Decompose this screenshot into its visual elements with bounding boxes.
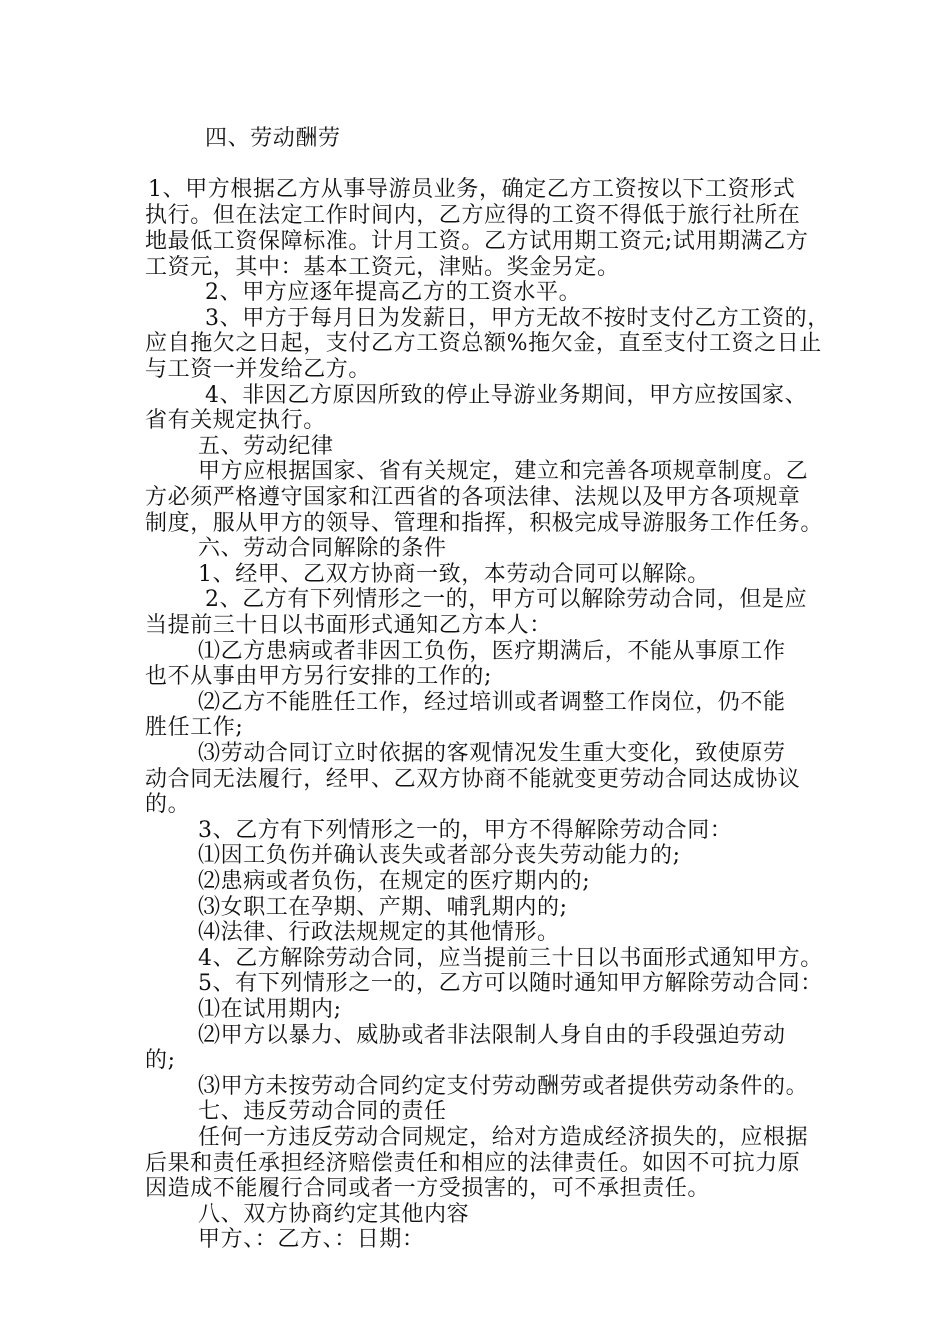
paragraph-line: 2、乙方有下列情形之一的，甲方可以解除劳动合同，但是应 — [205, 587, 808, 612]
paragraph-line: 的。 — [145, 792, 191, 817]
paragraph-line: 4、乙方解除劳动合同，应当提前三十日以书面形式通知甲方。 — [198, 946, 823, 971]
paragraph-line: 制度，服从甲方的领导、管理和指挥，积极完成导游服务工作任务。 — [145, 511, 824, 536]
section-heading: 五、劳动纪律 — [198, 434, 334, 459]
paragraph-line: 后果和责任承担经济赔偿责任和相应的法律责任。如因不可抗力原 — [145, 1151, 801, 1176]
paragraph-line: ⑵甲方以暴力、威胁或者非法限制人身自由的手段强迫劳动 — [198, 1023, 786, 1048]
paragraph-line: 地最低工资保障标准。计月工资。乙方试用期工资元;试用期满乙方 — [145, 229, 809, 254]
paragraph-line: 也不从事由甲方另行安排的工作的; — [145, 664, 493, 689]
section-heading: 八、双方协商约定其他内容 — [198, 1202, 470, 1227]
paragraph-line: 动合同无法履行，经甲、乙双方协商不能就变更劳动合同达成协议 — [145, 767, 801, 792]
paragraph-line: 1、甲方根据乙方从事导游员业务，确定乙方工资按以下工资形式 — [148, 177, 796, 202]
paragraph-line: 执行。但在法定工作时间内，乙方应得的工资不得低于旅行社所在 — [145, 203, 801, 228]
section-heading: 四、劳动酬劳 — [205, 126, 341, 151]
paragraph-line: ⑴在试用期内; — [198, 997, 342, 1022]
paragraph-line: ⑶劳动合同订立时依据的客观情况发生重大变化，致使原劳 — [198, 741, 786, 766]
paragraph-line: ⑴因工负伤并确认丧失或者部分丧失劳动能力的; — [198, 843, 681, 868]
paragraph-line: 3、甲方于每月日为发薪日，甲方无故不按时支付乙方工资的， — [205, 306, 830, 331]
paragraph-line: 任何一方违反劳动合同规定，给对方造成经济损失的，应根据 — [198, 1125, 809, 1150]
paragraph-line: ⑵乙方不能胜任工作，经过培训或者调整工作岗位，仍不能 — [198, 690, 786, 715]
paragraph-line: 因造成不能履行合同或者一方受损害的，可不承担责任。 — [145, 1176, 711, 1201]
paragraph-line: 当提前三十日以书面形式通知乙方本人： — [145, 613, 552, 638]
paragraph-line: 甲方应根据国家、省有关规定，建立和完善各项规章制度。乙 — [198, 459, 809, 484]
paragraph-line: 与工资一并发给乙方。 — [145, 357, 372, 382]
section-heading: 七、违反劳动合同的责任 — [198, 1099, 447, 1124]
paragraph-line: 应自拖欠之日起，支付乙方工资总额%拖欠金，直至支付工资之日止 — [145, 331, 822, 356]
paragraph-line: 3、乙方有下列情形之一的，甲方不得解除劳动合同： — [198, 818, 733, 843]
paragraph-line: ⑴乙方患病或者非因工负伤，医疗期满后，不能从事原工作 — [198, 639, 786, 664]
paragraph-line: 方必须严格遵守国家和江西省的各项法律、法规以及甲方各项规章 — [145, 485, 801, 510]
paragraph-line: 省有关规定执行。 — [145, 408, 326, 433]
section-heading: 六、劳动合同解除的条件 — [198, 536, 447, 561]
paragraph-line: 2、甲方应逐年提高乙方的工资水平。 — [205, 280, 582, 305]
paragraph-line: ⑷法律、行政法规规定的其他情形。 — [198, 920, 560, 945]
paragraph-line: ⑶甲方未按劳动合同约定支付劳动酬劳或者提供劳动条件的。 — [198, 1074, 809, 1099]
paragraph-line: ⑵患病或者负伤，在规定的医疗期内的; — [198, 869, 591, 894]
paragraph-line: 4、非因乙方原因所致的停止导游业务期间，甲方应按国家、 — [205, 383, 808, 408]
paragraph-line: 的; — [145, 1048, 176, 1073]
paragraph-line: 工资元，其中：基本工资元，津贴。奖金另定。 — [145, 255, 620, 280]
paragraph-line: 5、有下列情形之一的，乙方可以随时通知甲方解除劳动合同： — [198, 971, 823, 996]
paragraph-line: 1、经甲、乙双方协商一致，本劳动合同可以解除。 — [198, 562, 710, 587]
signature-line: 甲方、：乙方、：日期： — [198, 1227, 425, 1252]
paragraph-line: ⑶女职工在孕期、产期、哺乳期内的; — [198, 895, 568, 920]
paragraph-line: 胜任工作; — [145, 715, 244, 740]
